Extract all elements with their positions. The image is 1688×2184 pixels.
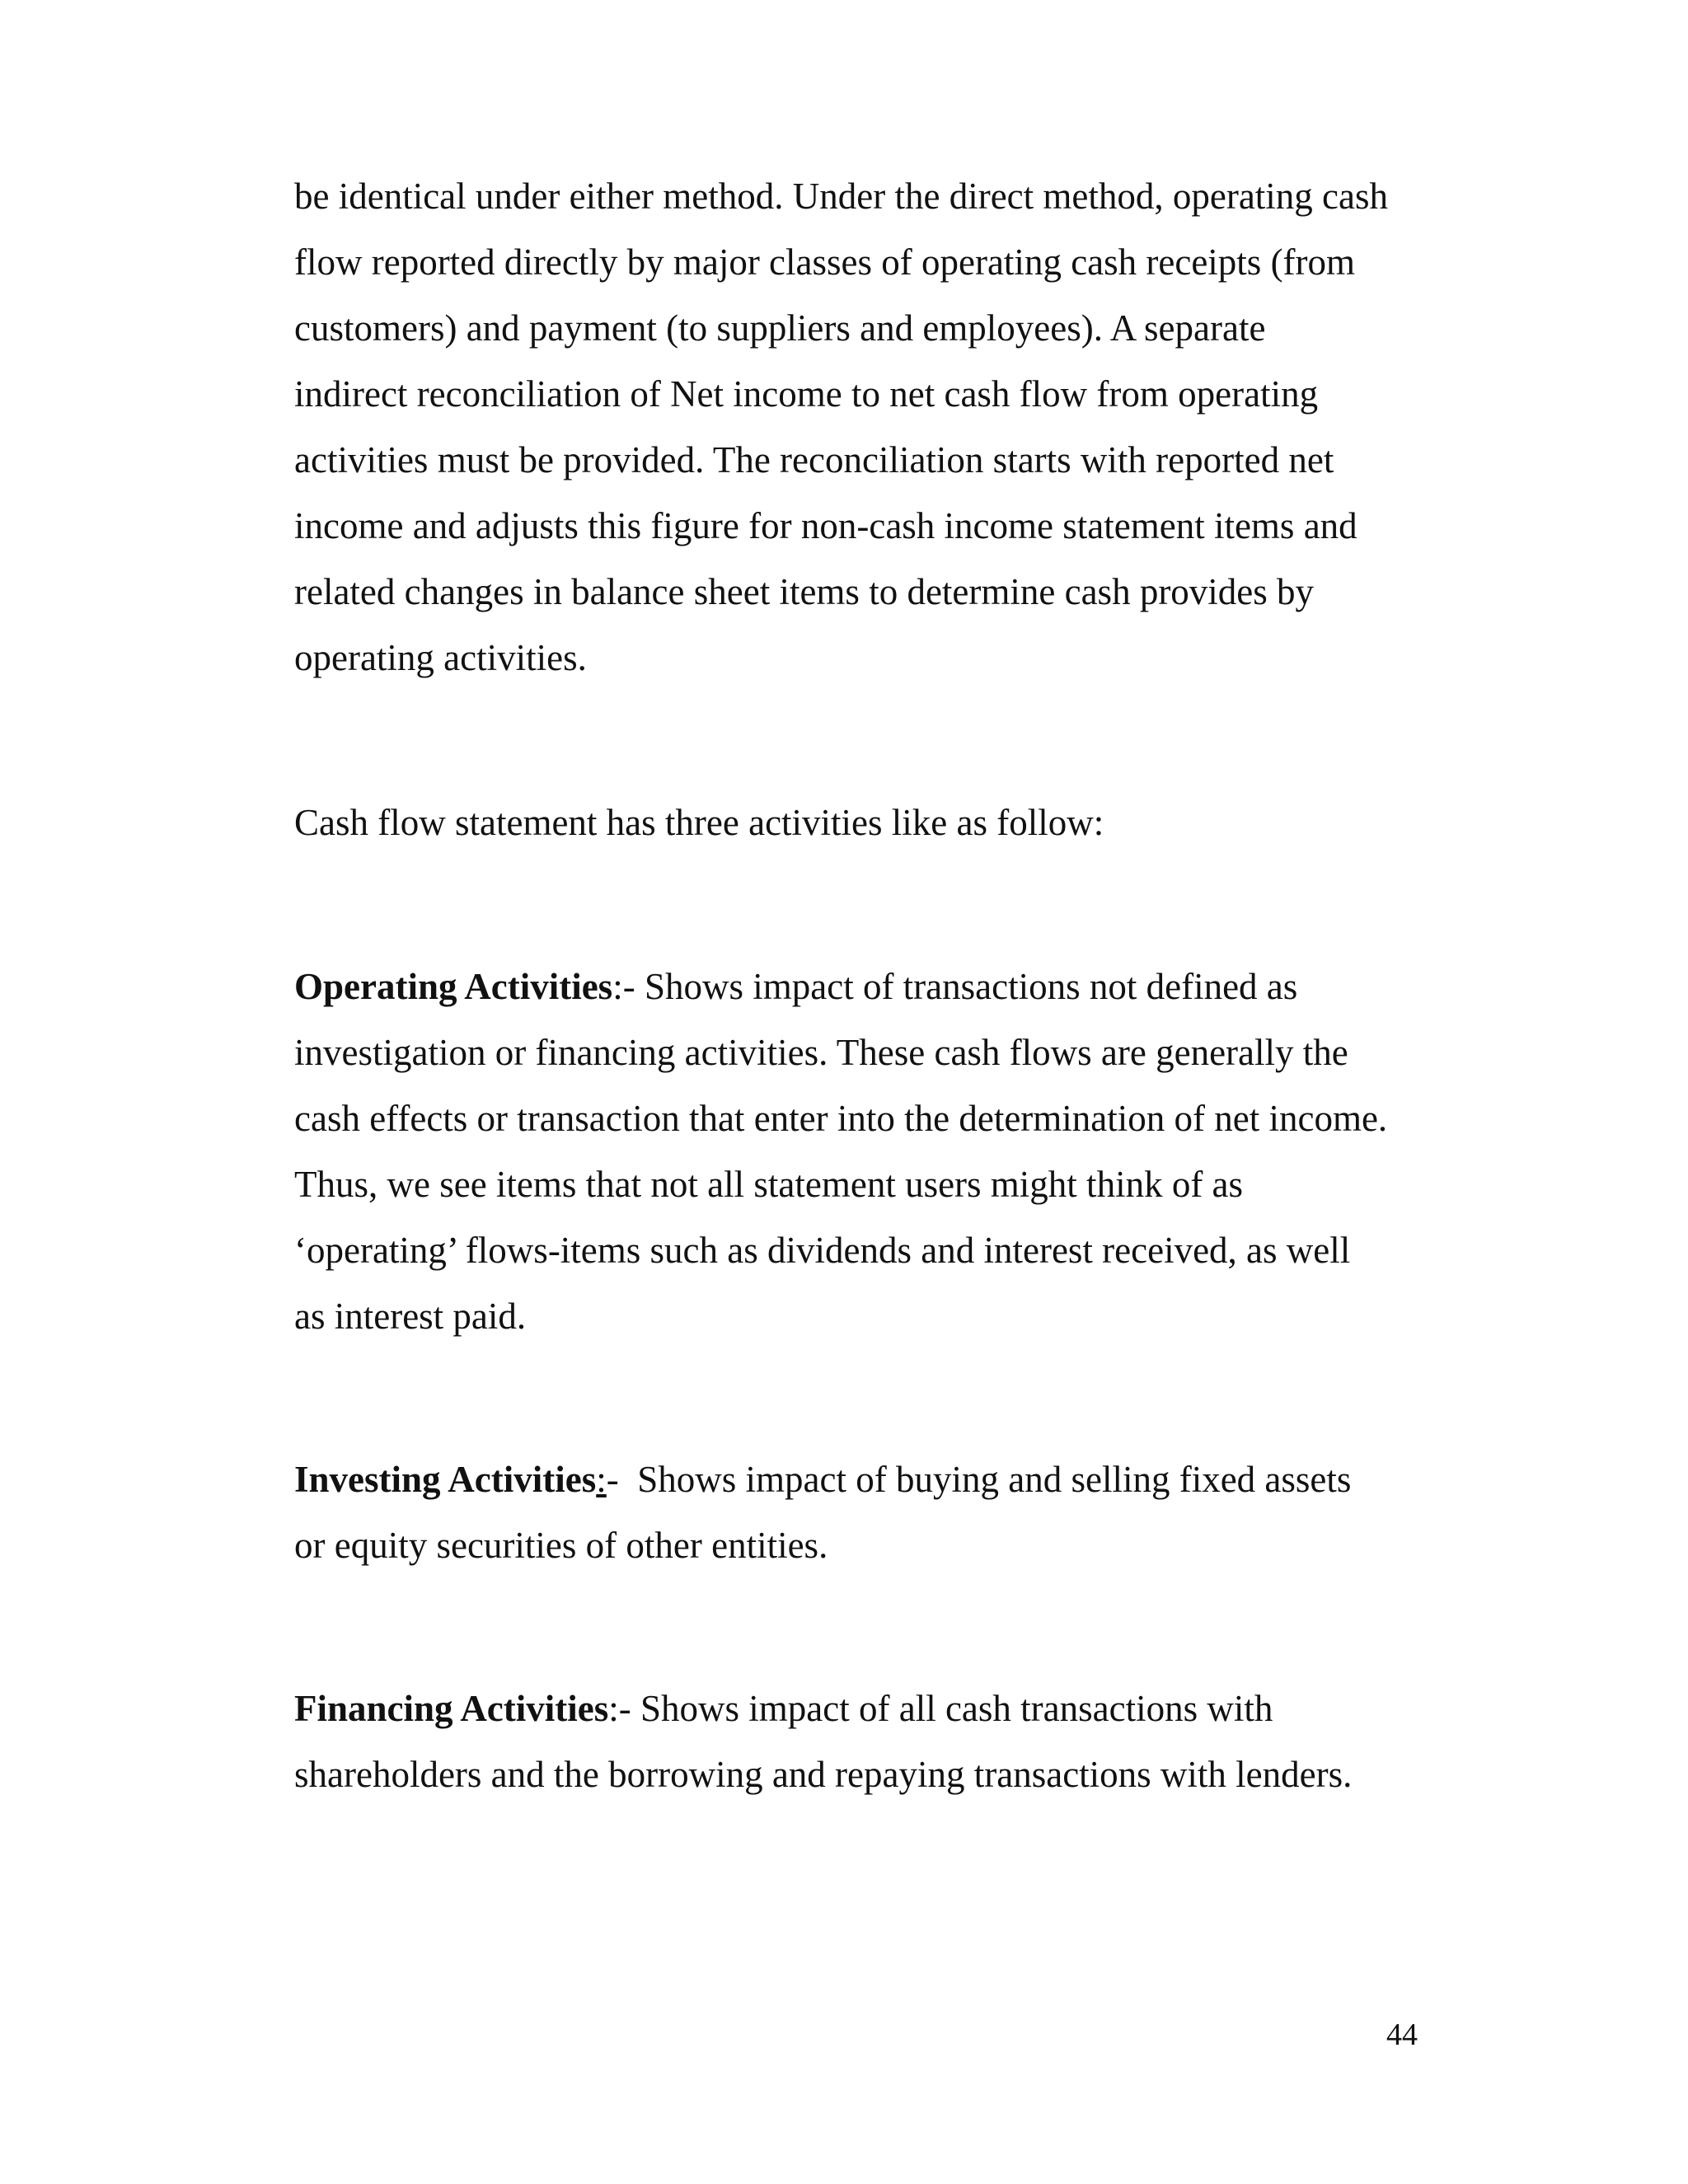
investing-activities-first-line <box>294 1446 1432 1512</box>
paragraph-line: cash effects or transaction that enter into the determination of net income. <box>294 1098 1388 1139</box>
lead-in-text: Cash flow statement has three activities like as follow: <box>294 802 1104 843</box>
lead-in-paragraph <box>294 790 1432 855</box>
financing-activities-separator: :- <box>608 1688 631 1729</box>
paragraph-line: as interest paid. <box>294 1296 527 1337</box>
paragraph-line: income and adjusts this figure for non-cash income statement items and <box>294 505 1357 546</box>
paragraph-line: activities must be provided. The reconciliation starts with reported net <box>294 439 1334 480</box>
paragraph-line: be identical under either method. Under the direct method, operating cash <box>294 176 1389 217</box>
paragraph-line: operating activities. <box>294 637 587 678</box>
operating-activities-paragraph <box>294 954 1432 1349</box>
paragraph-line: or equity securities of other entities. <box>294 1525 828 1566</box>
investing-activities-separator-dash: - <box>606 1459 619 1500</box>
paragraph-line: indirect reconciliation of Net income to net cash flow from operating <box>294 373 1319 415</box>
financing-activities-paragraph <box>294 1675 1432 1807</box>
paragraph-line: flow reported directly by major classes of operating cash receipts (from <box>294 241 1356 283</box>
financing-activities-description: Shows impact of all cash transactions with <box>631 1688 1273 1729</box>
page-number: 44 <box>1386 2018 1418 2052</box>
paragraph-line: shareholders and the borrowing and repaying transactions with lenders. <box>294 1754 1353 1795</box>
financing-activities-term: Financing Activities <box>294 1688 609 1729</box>
operating-activities-first-line <box>294 954 1432 1019</box>
intro-paragraph <box>294 163 1432 691</box>
investing-activities-description: Shows impact of buying and selling fixed assets <box>618 1459 1352 1500</box>
investing-activities-term: Investing Activities <box>294 1459 597 1500</box>
paragraph-line: Thus, we see items that not all statement users might think of as <box>294 1164 1244 1205</box>
financing-activities-first-line <box>294 1675 1432 1741</box>
operating-activities-description: Shows impact of transactions not defined as <box>635 966 1298 1007</box>
investing-activities-separator-colon: : <box>596 1459 607 1500</box>
paragraph-line: customers) and payment (to suppliers and employees). A separate <box>294 307 1266 349</box>
paragraph-line: investigation or financing activities. These cash flows are generally the <box>294 1032 1348 1073</box>
paragraph-line: related changes in balance sheet items to determine cash provides by <box>294 571 1315 612</box>
investing-activities-paragraph <box>294 1446 1432 1578</box>
operating-activities-separator: :- <box>612 966 635 1007</box>
operating-activities-term: Operating Activities <box>294 966 613 1007</box>
paragraph-line: ‘operating’ flows-items such as dividends and interest received, as well <box>294 1230 1351 1271</box>
